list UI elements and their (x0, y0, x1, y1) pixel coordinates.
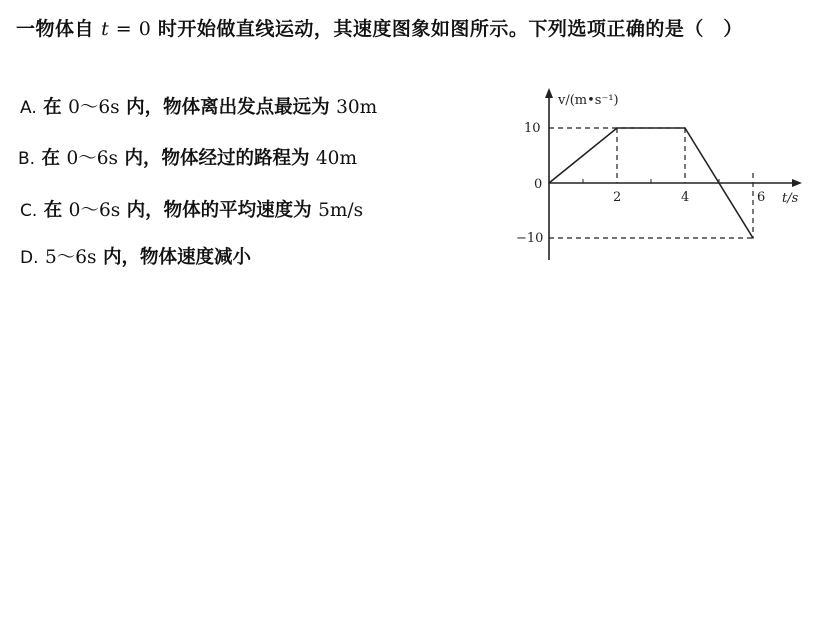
option-text-post: 内，物体的平均速度为 (120, 200, 319, 221)
x-tick-labels (613, 190, 765, 205)
option-letter: A. (20, 98, 37, 118)
y-axis-label: v/(m•s⁻¹) (558, 93, 619, 108)
option-letter: B. (18, 149, 36, 169)
option-value: 30m (336, 97, 378, 118)
option-text-pre: 在 (35, 148, 67, 169)
question-stem (16, 14, 821, 45)
option-text-post: 内，物体速度减小 (96, 247, 251, 268)
velocity-point (752, 237, 754, 239)
option-range: 5～6s (44, 247, 97, 268)
option-text-post: 内，物体经过的路程为 (118, 148, 316, 169)
velocity-point (548, 182, 550, 184)
option-c[interactable] (20, 199, 363, 223)
velocity-time-graph (510, 82, 810, 267)
stem-variable: t (101, 18, 110, 40)
option-a[interactable] (20, 96, 377, 120)
option-range: 0～6s (68, 97, 120, 118)
y-tick-label-top: 10 (524, 121, 541, 136)
option-letter: D. (20, 248, 39, 268)
option-text-pre: 在 (37, 200, 69, 221)
option-d[interactable] (20, 246, 251, 270)
stem-text-2: 时开始做直线运动，其速度图象如图所示。下列选项正确的是（ ） (157, 18, 743, 40)
option-range: 0～6s (68, 200, 121, 221)
option-text-pre: 在 (36, 97, 69, 118)
y-tick-label-bottom: −10 (516, 231, 544, 246)
x-tick-label: 4 (681, 190, 690, 205)
x-axis-arrow (792, 179, 802, 187)
option-text-post: 内，物体离出发点最远为 (119, 97, 337, 118)
x-tick-label: 2 (613, 190, 622, 205)
option-range: 0～6s (66, 148, 119, 169)
x-axis-label: t/s (782, 191, 799, 206)
velocity-point (616, 127, 618, 129)
option-value: 40m (315, 148, 357, 169)
velocity-point (684, 127, 686, 129)
vt-graph-svg (510, 82, 810, 267)
y-axis-arrow (545, 88, 553, 98)
stem-equation: = 0 (109, 18, 158, 40)
option-value: 5m/s (318, 200, 364, 221)
option-letter: C. (20, 201, 38, 221)
option-b[interactable] (18, 147, 357, 171)
x-tick-label: 6 (757, 190, 766, 205)
origin-label: 0 (534, 177, 543, 192)
stem-text-1: 一物体自 (16, 18, 102, 40)
